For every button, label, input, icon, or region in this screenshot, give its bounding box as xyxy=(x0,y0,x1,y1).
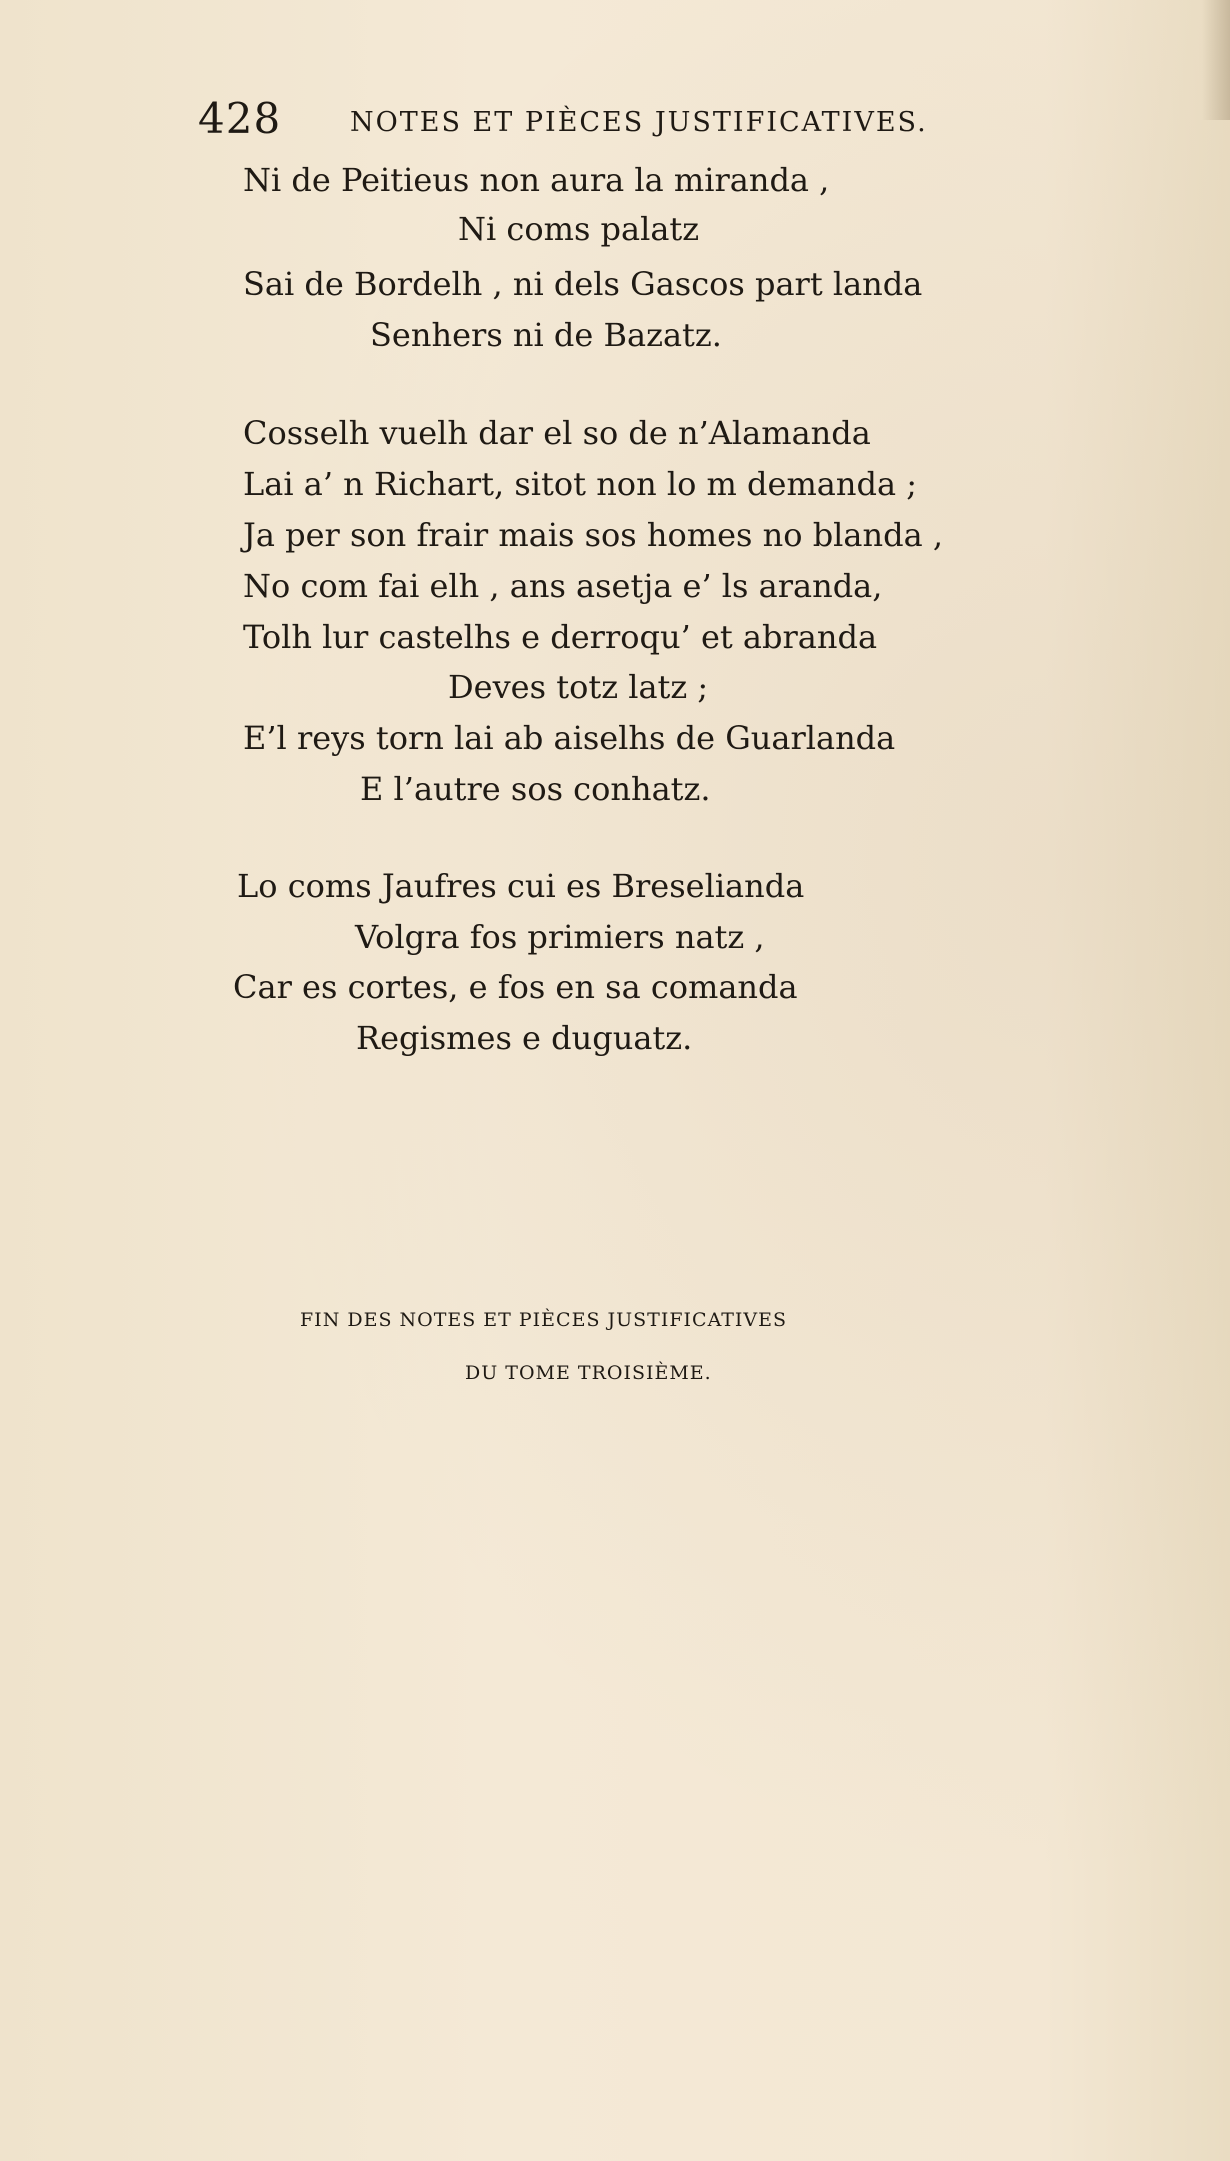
verse-line: Car es cortes, e fos en sa comanda xyxy=(233,968,798,1006)
verse-line: Lai a’ n Richart, sitot non lo m demanda ; xyxy=(243,465,917,503)
running-title: NOTES ET PIÈCES JUSTIFICATIVES. xyxy=(350,107,928,138)
verse-line: Volgra fos primiers natz , xyxy=(355,918,765,956)
verse-line: E l’autre sos conhatz. xyxy=(360,770,711,808)
verse-line: Cosselh vuelh dar el so de n’Alamanda xyxy=(243,414,871,452)
verse-line: Ni de Peitieus non aura la miranda , xyxy=(243,161,830,199)
verse-line: Lo coms Jaufres cui es Breselianda xyxy=(237,867,805,905)
verse-line: Senhers ni de Bazatz. xyxy=(370,316,722,354)
verse-line: Ni coms palatz xyxy=(458,210,700,248)
colophon-line-2: DU TOME TROISIÈME. xyxy=(465,1362,712,1384)
page-header xyxy=(198,96,978,146)
verse-line: Tolh lur castelhs e derroqu’ et abranda xyxy=(243,618,878,656)
verse-line: Sai de Bordelh , ni dels Gascos part landa xyxy=(243,265,923,303)
verse-line: Ja per son frair mais sos homes no blanda , xyxy=(243,516,943,554)
verse-line: E’l reys torn lai ab aiselhs de Guarlanda xyxy=(243,719,896,757)
page-edge-shadow xyxy=(1202,0,1230,120)
verse-line: Regismes e duguatz. xyxy=(356,1019,693,1057)
page-number: 428 xyxy=(198,94,282,143)
verse-line: Deves totz latz ; xyxy=(448,668,709,706)
colophon-line-1: FIN DES NOTES ET PIÈCES JUSTIFICATIVES xyxy=(300,1309,788,1331)
verse-line: No com fai elh , ans asetja e’ ls aranda, xyxy=(243,567,883,605)
